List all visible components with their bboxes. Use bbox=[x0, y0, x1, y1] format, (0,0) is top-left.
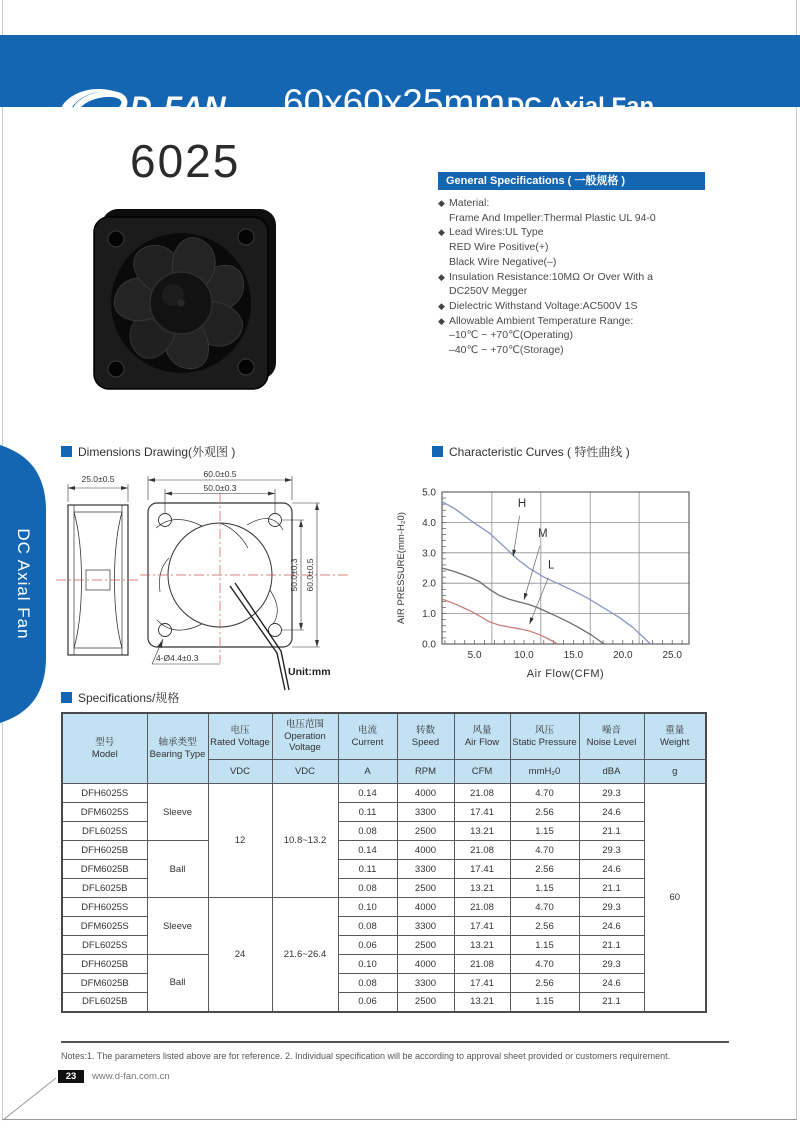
bearing-group: Sleeve bbox=[147, 898, 208, 955]
website-url: www.d-fan.com.cn bbox=[92, 1071, 170, 1082]
unit-vdc: VDC bbox=[208, 760, 272, 784]
unit-rpm: RPM bbox=[397, 760, 454, 784]
spec-item: ◆ Allowable Ambient Temperature Range: bbox=[438, 314, 634, 327]
specifications-table bbox=[61, 712, 707, 1013]
page-border-bottom bbox=[2, 1119, 797, 1120]
spec-item: RED Wire Positive(+) bbox=[449, 241, 549, 254]
table-row: DFL6025B 0.06 2500 13.21 1.15 21.1 bbox=[62, 993, 706, 1012]
svg-text:H: H bbox=[517, 498, 527, 511]
dim-hole-spacing-v: 50.0±0.3 bbox=[289, 558, 299, 592]
svg-text:4.0: 4.0 bbox=[422, 517, 436, 529]
col-header-operation-voltage: 电压范围 Operation Voltage bbox=[272, 713, 338, 760]
svg-text:25.0: 25.0 bbox=[662, 650, 682, 661]
col-header-current: 电流 Current bbox=[338, 713, 397, 760]
dim-hole-spacing-h: 50.0±0.3 bbox=[203, 483, 237, 493]
section-title-dimensions: Dimensions Drawing(外观图 ) bbox=[61, 446, 235, 459]
section-title-specifications: Specifications/规格 bbox=[61, 692, 179, 705]
notes-divider bbox=[61, 1041, 729, 1043]
col-header-airflow: 风量 Air Flow bbox=[454, 713, 510, 760]
col-header-rated-voltage: 电压 Rated Voltage bbox=[208, 713, 272, 760]
bearing-group: Ball bbox=[147, 955, 208, 1012]
svg-text:M: M bbox=[537, 527, 548, 540]
section-title-curves: Characteristic Curves ( 特性曲线 ) bbox=[432, 446, 630, 459]
diamond-bullet-icon: ◆ bbox=[438, 315, 445, 326]
table-row: DFH6025S Sleeve 12 10.8~13.2 0.14 4000 21.08 4.70 29.3 60 bbox=[62, 784, 706, 803]
diamond-bullet-icon: ◆ bbox=[438, 300, 445, 311]
section-square-icon bbox=[61, 446, 72, 457]
characteristic-curves-chart bbox=[392, 476, 707, 688]
svg-text:2.0: 2.0 bbox=[422, 578, 436, 590]
voltage-group: 12 bbox=[208, 784, 272, 898]
page-title: 60x60x25mm bbox=[283, 82, 506, 123]
page-header bbox=[0, 35, 800, 124]
col-header-weight: 重量 Weight bbox=[644, 713, 706, 760]
table-row: DFL6025S 0.08 2500 13.21 1.15 21.1 bbox=[62, 822, 706, 841]
dim-front-width: 60.0±0.5 bbox=[203, 469, 237, 479]
spec-item: DC250V Megger bbox=[449, 285, 528, 298]
spec-item: ◆ Lead Wires:UL Type bbox=[438, 226, 544, 239]
table-row: DFM6025B 0.08 3300 17.41 2.56 24.6 bbox=[62, 974, 706, 993]
svg-text:5.0: 5.0 bbox=[467, 650, 482, 661]
svg-text:20.0: 20.0 bbox=[613, 650, 633, 661]
page-border-right bbox=[796, 0, 797, 1120]
general-specs-header: General Specifications ( 一般规格 ) bbox=[438, 172, 705, 190]
fan-product-image bbox=[90, 205, 280, 397]
operation-group: 10.8~13.2 bbox=[272, 784, 338, 898]
diamond-bullet-icon: ◆ bbox=[438, 271, 445, 282]
table-row: DFM6025S 0.11 3300 17.41 2.56 24.6 bbox=[62, 803, 706, 822]
svg-text:15.0: 15.0 bbox=[563, 650, 584, 661]
voltage-group: 24 bbox=[208, 898, 272, 1012]
col-header-noise: 噪音 Noise Level bbox=[579, 713, 644, 760]
unit-label: Unit:mm bbox=[288, 666, 331, 678]
table-row: DFH6025B Ball 0.14 4000 21.08 4.70 29.3 bbox=[62, 841, 706, 860]
table-row: DFL6025S 0.06 2500 13.21 1.15 21.1 bbox=[62, 936, 706, 955]
svg-text:L: L bbox=[547, 559, 555, 572]
unit-a: A bbox=[338, 760, 397, 784]
model-number: 6025 bbox=[130, 135, 241, 187]
svg-text:5.0: 5.0 bbox=[422, 487, 436, 499]
svg-text:AIR PRESSURE(mm-H₂0): AIR PRESSURE(mm-H₂0) bbox=[396, 512, 407, 624]
spec-item: –40℃ ~ +70℃(Storage) bbox=[449, 344, 564, 357]
svg-text:3.0: 3.0 bbox=[422, 548, 436, 560]
col-header-model: 型号 Model bbox=[62, 713, 147, 784]
dim-holes-label: 4-Ø4.4±0.3 bbox=[156, 653, 199, 663]
bearing-group: Ball bbox=[147, 841, 208, 898]
table-row: DFH6025B Ball 0.10 4000 21.08 4.70 29.3 bbox=[62, 955, 706, 974]
table-row: DFL6025B 0.08 2500 13.21 1.15 21.1 bbox=[62, 879, 706, 898]
col-header-speed: 转数 Speed bbox=[397, 713, 454, 760]
side-tab-label: DC Axial Fan bbox=[14, 528, 33, 640]
dim-front-height: 60.0±0.5 bbox=[305, 558, 315, 592]
table-row: DFM6025B 0.11 3300 17.41 2.56 24.6 bbox=[62, 860, 706, 879]
unit-vdc: VDC bbox=[272, 760, 338, 784]
spec-item: –10℃ ~ +70℃(Operating) bbox=[449, 329, 573, 342]
svg-text:0.0: 0.0 bbox=[422, 639, 436, 651]
spec-item: Black Wire Negative(–) bbox=[449, 255, 557, 268]
operation-group: 21.6~26.4 bbox=[272, 898, 338, 1012]
unit-g: g bbox=[644, 760, 706, 784]
unit-mmh2o: mmH₂0 bbox=[510, 760, 579, 784]
notes-text: Notes:1. The parameters listed above are for reference. 2. Individual specification will be according to approval sheet provided or customers requirement. bbox=[61, 1051, 671, 1061]
spec-item: ◆ Dielectric Withstand Voltage:AC500V 1S bbox=[438, 299, 638, 312]
section-square-icon bbox=[432, 446, 443, 457]
dim-side-width: 25.0±0.5 bbox=[81, 474, 115, 484]
spec-item: ◆ Material: bbox=[438, 197, 490, 209]
dimensions-drawing bbox=[52, 468, 352, 693]
diamond-bullet-icon: ◆ bbox=[438, 227, 445, 238]
col-header-bearing: 轴承类型 Bearing Type bbox=[147, 713, 208, 784]
brand-logo-icon bbox=[60, 85, 130, 125]
col-header-pressure: 风压 Static Pressure bbox=[510, 713, 579, 760]
table-row: DFM6025S 0.08 3300 17.41 2.56 24.6 bbox=[62, 917, 706, 936]
svg-text:10.0: 10.0 bbox=[514, 650, 534, 661]
brand-logo-text: D-FAN bbox=[130, 91, 227, 124]
diamond-bullet-icon: ◆ bbox=[438, 198, 445, 208]
weight-group: 60 bbox=[644, 784, 706, 1012]
section-square-icon bbox=[61, 692, 72, 703]
svg-text:Air Flow(CFM): Air Flow(CFM) bbox=[526, 668, 605, 680]
bearing-group: Sleeve bbox=[147, 784, 208, 841]
page-subtitle: DC Axial Fan bbox=[507, 93, 655, 120]
unit-dba: dBA bbox=[579, 760, 644, 784]
unit-cfm: CFM bbox=[454, 760, 510, 784]
page-number-badge: 23 bbox=[58, 1070, 84, 1083]
spec-item: ◆ Insulation Resistance:10MΩ Or Over With a bbox=[438, 270, 653, 283]
svg-text:1.0: 1.0 bbox=[422, 609, 436, 621]
table-row: DFH6025S Sleeve 24 21.6~26.4 0.10 4000 21.08 4.70 29.3 bbox=[62, 898, 706, 917]
general-specs-list bbox=[438, 196, 738, 358]
spec-item: Frame And Impeller:Thermal Plastic UL 94-0 bbox=[449, 211, 656, 224]
